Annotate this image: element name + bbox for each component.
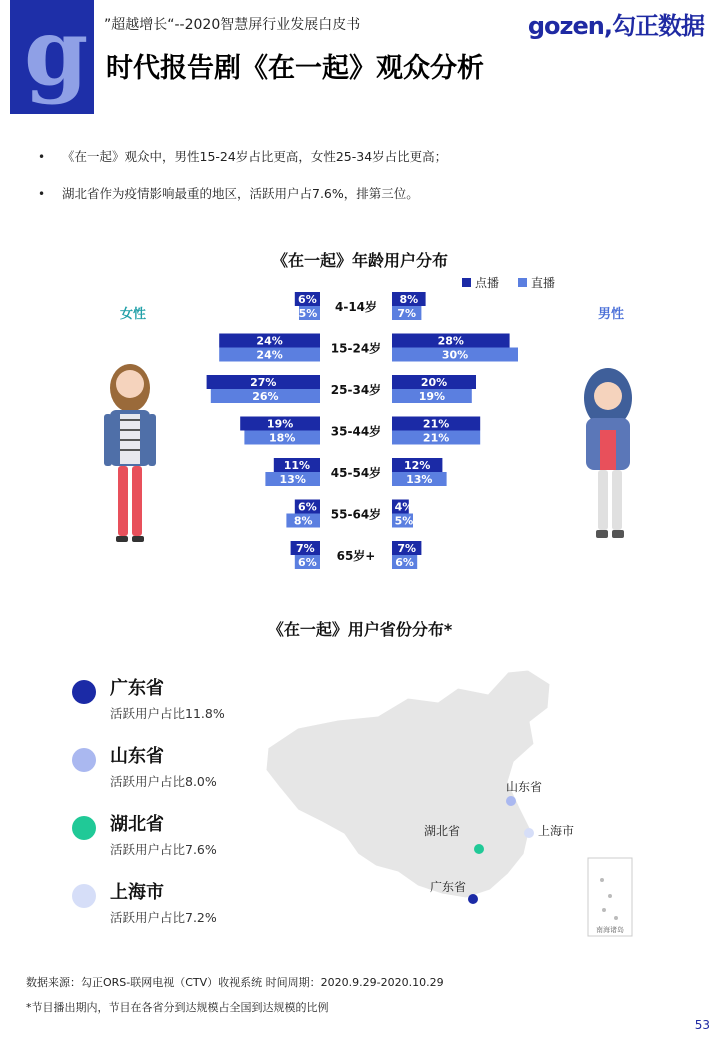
map-label-shandong: 山东省	[506, 780, 543, 794]
age-category-label: 15-24岁	[330, 341, 382, 356]
bullet-icon: •	[38, 187, 46, 201]
female-live-value: 26%	[252, 390, 279, 403]
china-map	[258, 658, 638, 958]
female-vod-value: 19%	[266, 417, 294, 431]
female-vod-value: 24%	[256, 334, 283, 348]
female-live-value: 5%	[298, 307, 318, 320]
china-map-shape	[258, 658, 638, 958]
province-name: 山东省	[110, 746, 164, 767]
province-dot-icon	[72, 884, 96, 908]
inset-label: 南海诸岛	[596, 926, 624, 934]
female-vod-value: 7%	[295, 542, 315, 555]
province-name: 上海市	[110, 882, 164, 903]
female-live-value: 18%	[269, 431, 296, 445]
female-live-value: 8%	[293, 514, 313, 528]
report-subtitle: ”超越增长“--2020智慧屏行业发展白皮书	[104, 17, 361, 33]
map-label-hubei: 湖北省	[424, 824, 461, 838]
legend-swatch-vod	[462, 278, 471, 287]
male-live-value: 19%	[418, 390, 446, 403]
province-name: 湖北省	[110, 814, 164, 835]
legend-label-vod: 点播	[475, 276, 500, 290]
province-dot-icon	[72, 816, 96, 840]
age-category-label: 4-14岁	[334, 300, 378, 314]
finding-text: 湖北省作为疫情影响最重的地区，活跃用户占7.6%，排第三位。	[62, 186, 419, 201]
male-vod-value: 28%	[437, 334, 464, 348]
chart-legend	[462, 275, 555, 290]
province-stat: 活跃用户占比7.2%	[110, 910, 217, 925]
female-figure-icon	[104, 364, 156, 542]
age-category-label: 65岁+	[336, 549, 376, 563]
male-live-value: 30%	[441, 348, 469, 362]
male-live-value: 5%	[394, 514, 414, 528]
legend-swatch-live	[518, 278, 527, 287]
page-number: 53	[694, 1018, 710, 1032]
male-figure-icon	[584, 368, 632, 538]
age-category-label: 45-54岁	[330, 466, 382, 480]
male-vod-value: 4%	[394, 500, 414, 514]
male-vod-value: 21%	[422, 417, 450, 431]
male-live-value: 7%	[397, 307, 417, 320]
map-label-shanghai: 上海市	[538, 824, 575, 838]
female-vod-value: 11%	[283, 459, 311, 472]
province-stat: 活跃用户占比11.8%	[110, 706, 225, 721]
province-dot-icon	[72, 680, 96, 704]
male-vod-value: 7%	[397, 542, 417, 555]
age-category-label: 55-64岁	[330, 507, 382, 522]
male-vod-value: 8%	[399, 293, 419, 306]
age-chart-title: 《在一起》年龄用户分布	[271, 251, 448, 270]
footnote: *节目播出期内，节目在各省分到达规模占全国到达规模的比例	[26, 1001, 329, 1014]
female-label: 女性	[120, 307, 147, 322]
province-name: 广东省	[110, 678, 164, 699]
male-vod-value: 20%	[420, 376, 448, 389]
age-category-label: 35-44岁	[330, 424, 382, 439]
female-vod-value: 6%	[298, 500, 317, 514]
finding-text: 《在一起》观众中，男性15-24岁占比更高，女性25-34岁占比更高；	[62, 149, 448, 164]
data-source: 数据来源：勾正ORS-联网电视（CTV）收视系统 时间周期：2020.9.29-2020.10.29	[26, 976, 444, 989]
province-chart-title: 《在一起》用户省份分布*	[267, 620, 453, 639]
female-live-value: 24%	[256, 348, 283, 362]
male-vod-value: 12%	[404, 459, 431, 472]
male-live-value: 13%	[406, 473, 433, 486]
map-dot-shandong	[506, 796, 516, 806]
female-live-value: 6%	[298, 556, 317, 569]
map-dot-shanghai	[524, 828, 534, 838]
female-vod-value: 27%	[250, 376, 277, 389]
male-live-value: 6%	[395, 556, 414, 569]
male-label: 男性	[598, 307, 625, 322]
brand-logo: gozen,勾正数据	[527, 12, 704, 40]
legend-label-live: 直播	[531, 276, 556, 290]
province-stat: 活跃用户占比8.0%	[110, 774, 217, 789]
map-label-guangdong: 广东省	[430, 880, 467, 894]
map-dot-hubei	[474, 844, 484, 854]
male-live-value: 21%	[422, 431, 450, 445]
bullet-icon: •	[38, 150, 46, 164]
map-dot-guangdong	[468, 894, 478, 904]
logo-letter: g	[24, 0, 89, 106]
female-vod-value: 6%	[298, 293, 317, 306]
female-live-value: 13%	[279, 473, 306, 486]
province-dot-icon	[72, 748, 96, 772]
page-title: 时代报告剧《在一起》观众分析	[106, 53, 484, 84]
province-stat: 活跃用户占比7.6%	[110, 842, 217, 857]
age-category-label: 25-34岁	[330, 383, 382, 397]
